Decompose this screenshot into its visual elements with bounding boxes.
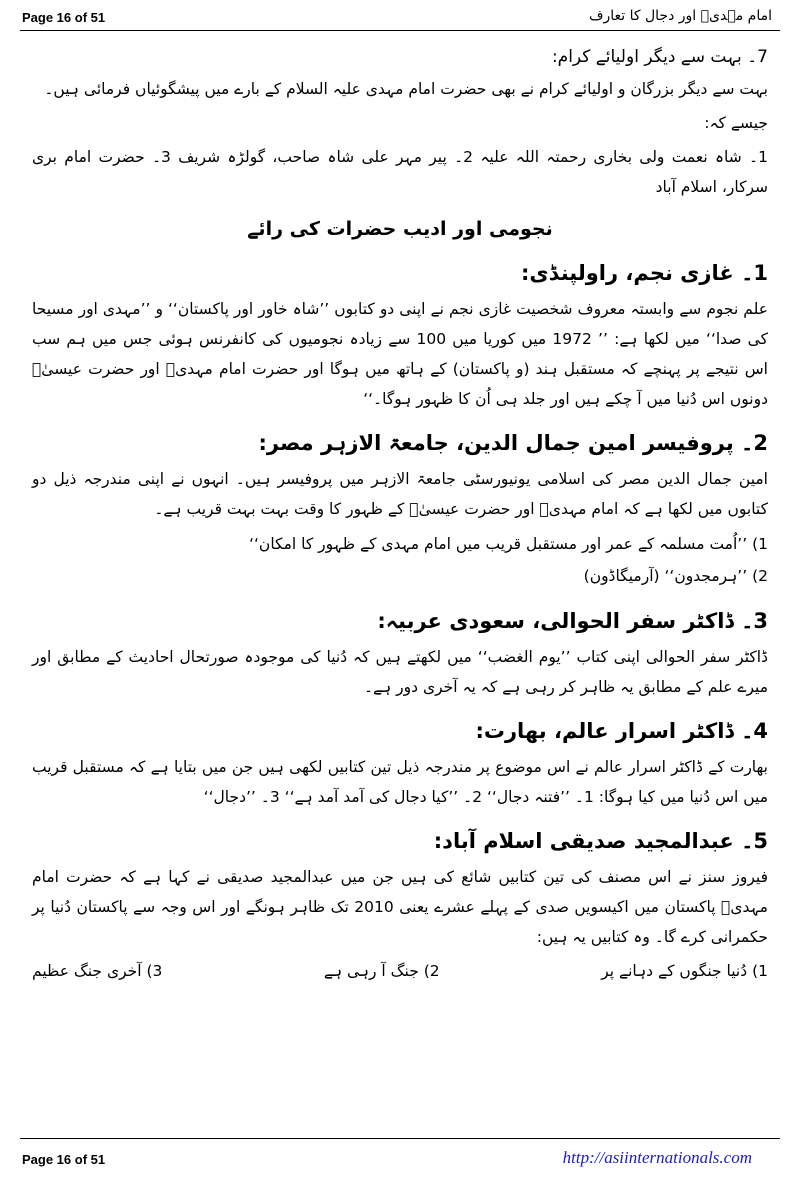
section7-list: 1۔ شاہ نعمت ولی بخاری رحمتہ اللہ علیہ 2۔ پیر مہر علی شاہ صاحب، گولڑہ شریف 3۔ حضرت امام بری سرکار، اسلام آباد (32, 148, 768, 196)
item2-book-2: 2) ’’ہرمجدون‘‘ (آرمیگاڈون) (583, 567, 768, 585)
item3-paragraph: ڈاکٹر سفر الحوالی اپنی کتاب ’’یوم الغضب‘‘ میں لکھتے ہیں کہ دُنیا کی موجودہ صورتحال احادیث کے مطابق اور میرے علم کے مطابق یہ ظاہر کر رہی ہے کہ یہ آخری دور ہے۔ (32, 648, 768, 696)
footer-url-link[interactable]: http://asiinternationals.com (562, 1148, 752, 1167)
item5-book-1: 1) دُنیا جنگوں کے دہانے پر (601, 962, 768, 980)
item5-book-3: 3) آخری جنگ عظیم (32, 962, 163, 980)
item5-book-2: 2) جنگ آ رہی ہے (323, 962, 440, 980)
item5-paragraph: فیروز سنز نے اس مصنف کی تین کتابیں شائع کی ہیں جن میں عبدالمجید صدیقی نے کہا ہے کہ حضرت امام مہدیؑ پاکستان میں اکیسویں صدی کے پہلے عشرے یعنی 2010 تک ظاہر ہونگے اور اس وجہ سے پاکستان دُنیا پر حکمرانی کرے گا۔ وہ کتابیں یہ ہیں: (32, 868, 768, 946)
section7-like: جیسے کہ: (704, 114, 768, 132)
item1-heading: 1۔ غازی نجم، راولپنڈی: (520, 261, 768, 285)
item5-heading: 5۔ عبدالمجید صدیقی اسلام آباد: (433, 829, 768, 853)
item1-paragraph: علم نجوم سے وابستہ معروف شخصیت غازی نجم نے اپنی دو کتابوں ’’شاہ خاور اور پاکستان‘‘ و ’’مہدی اور مسیحا کی صدا‘‘ میں لکھا ہے: ’’ 1972 میں کوریا میں 100 سے زیادہ نجومیوں کی کانفرنس ہوئی جس میں ہم سب اس نتیجے پر پہنچے کہ مستقبل ہند (و پاکستان) کے ہاتھ میں ہوگا اور حضرت امام مہدیؑ اور حضرت عیسیٰؑ دونوں اس دُنیا میں آ چکے ہیں اور جلد ہی اُن کا ظہور ہوگا۔‘‘ (32, 300, 768, 408)
item4-paragraph: بھارت کے ڈاکٹر اسرار عالم نے اس موضوع پر مندرجہ ذیل تین کتابیں لکھی ہیں جن میں بتایا ہے کہ مستقبل قریب میں اس دُنیا میں کیا ہوگا: 1۔ ’’فتنہ دجال‘‘ 2۔ ’’کیا دجال کی آمد آمد ہے‘‘ 3۔ ’’دجال‘‘ (32, 758, 768, 806)
footer-page-number: Page 16 of 51 (22, 1152, 106, 1167)
header-title: امام مہدیؑ اور دجال کا تعارف (588, 8, 772, 24)
footer-divider (20, 1138, 780, 1139)
header-divider (20, 30, 780, 31)
section-title: نجومی اور ادیب حضرات کی رائے (247, 218, 553, 240)
header-page-number: Page 16 of 51 (22, 10, 106, 25)
item2-book-1: 1) ’’اُمت مسلمہ کے عمر اور مستقبل قریب میں امام مہدی کے ظہور کا امکان‘‘ (249, 535, 768, 553)
page-content (32, 36, 768, 986)
item5-books (32, 956, 768, 986)
section7-heading: 7۔ بہت سے دیگر اولیائے کرام: (551, 47, 768, 67)
item3-heading: 3۔ ڈاکٹر سفر الحوالی، سعودی عربیہ: (377, 609, 768, 633)
item2-heading: 2۔ پروفیسر امین جمال الدین، جامعۃ الازہر مصر: (258, 431, 768, 455)
item2-paragraph: امین جمال الدین مصر کی اسلامی یونیورسٹی جامعۃ الازہر میں پروفیسر ہیں۔ انہوں نے اپنی مندرجہ ذیل دو کتابوں میں لکھا ہے کہ امام مہدیؑ اور حضرت عیسیٰؑ کے ظہور کا وقت بہت بہت قریب ہے۔ (32, 470, 768, 518)
item4-heading: 4۔ ڈاکٹر اسرار عالم، بھارت: (475, 719, 768, 743)
section7-paragraph: بہت سے دیگر بزرگان و اولیائے کرام نے بھی حضرت امام مہدی علیہ السلام کے بارے میں پیشگوئیاں فرمائی ہیں۔ (44, 80, 768, 98)
